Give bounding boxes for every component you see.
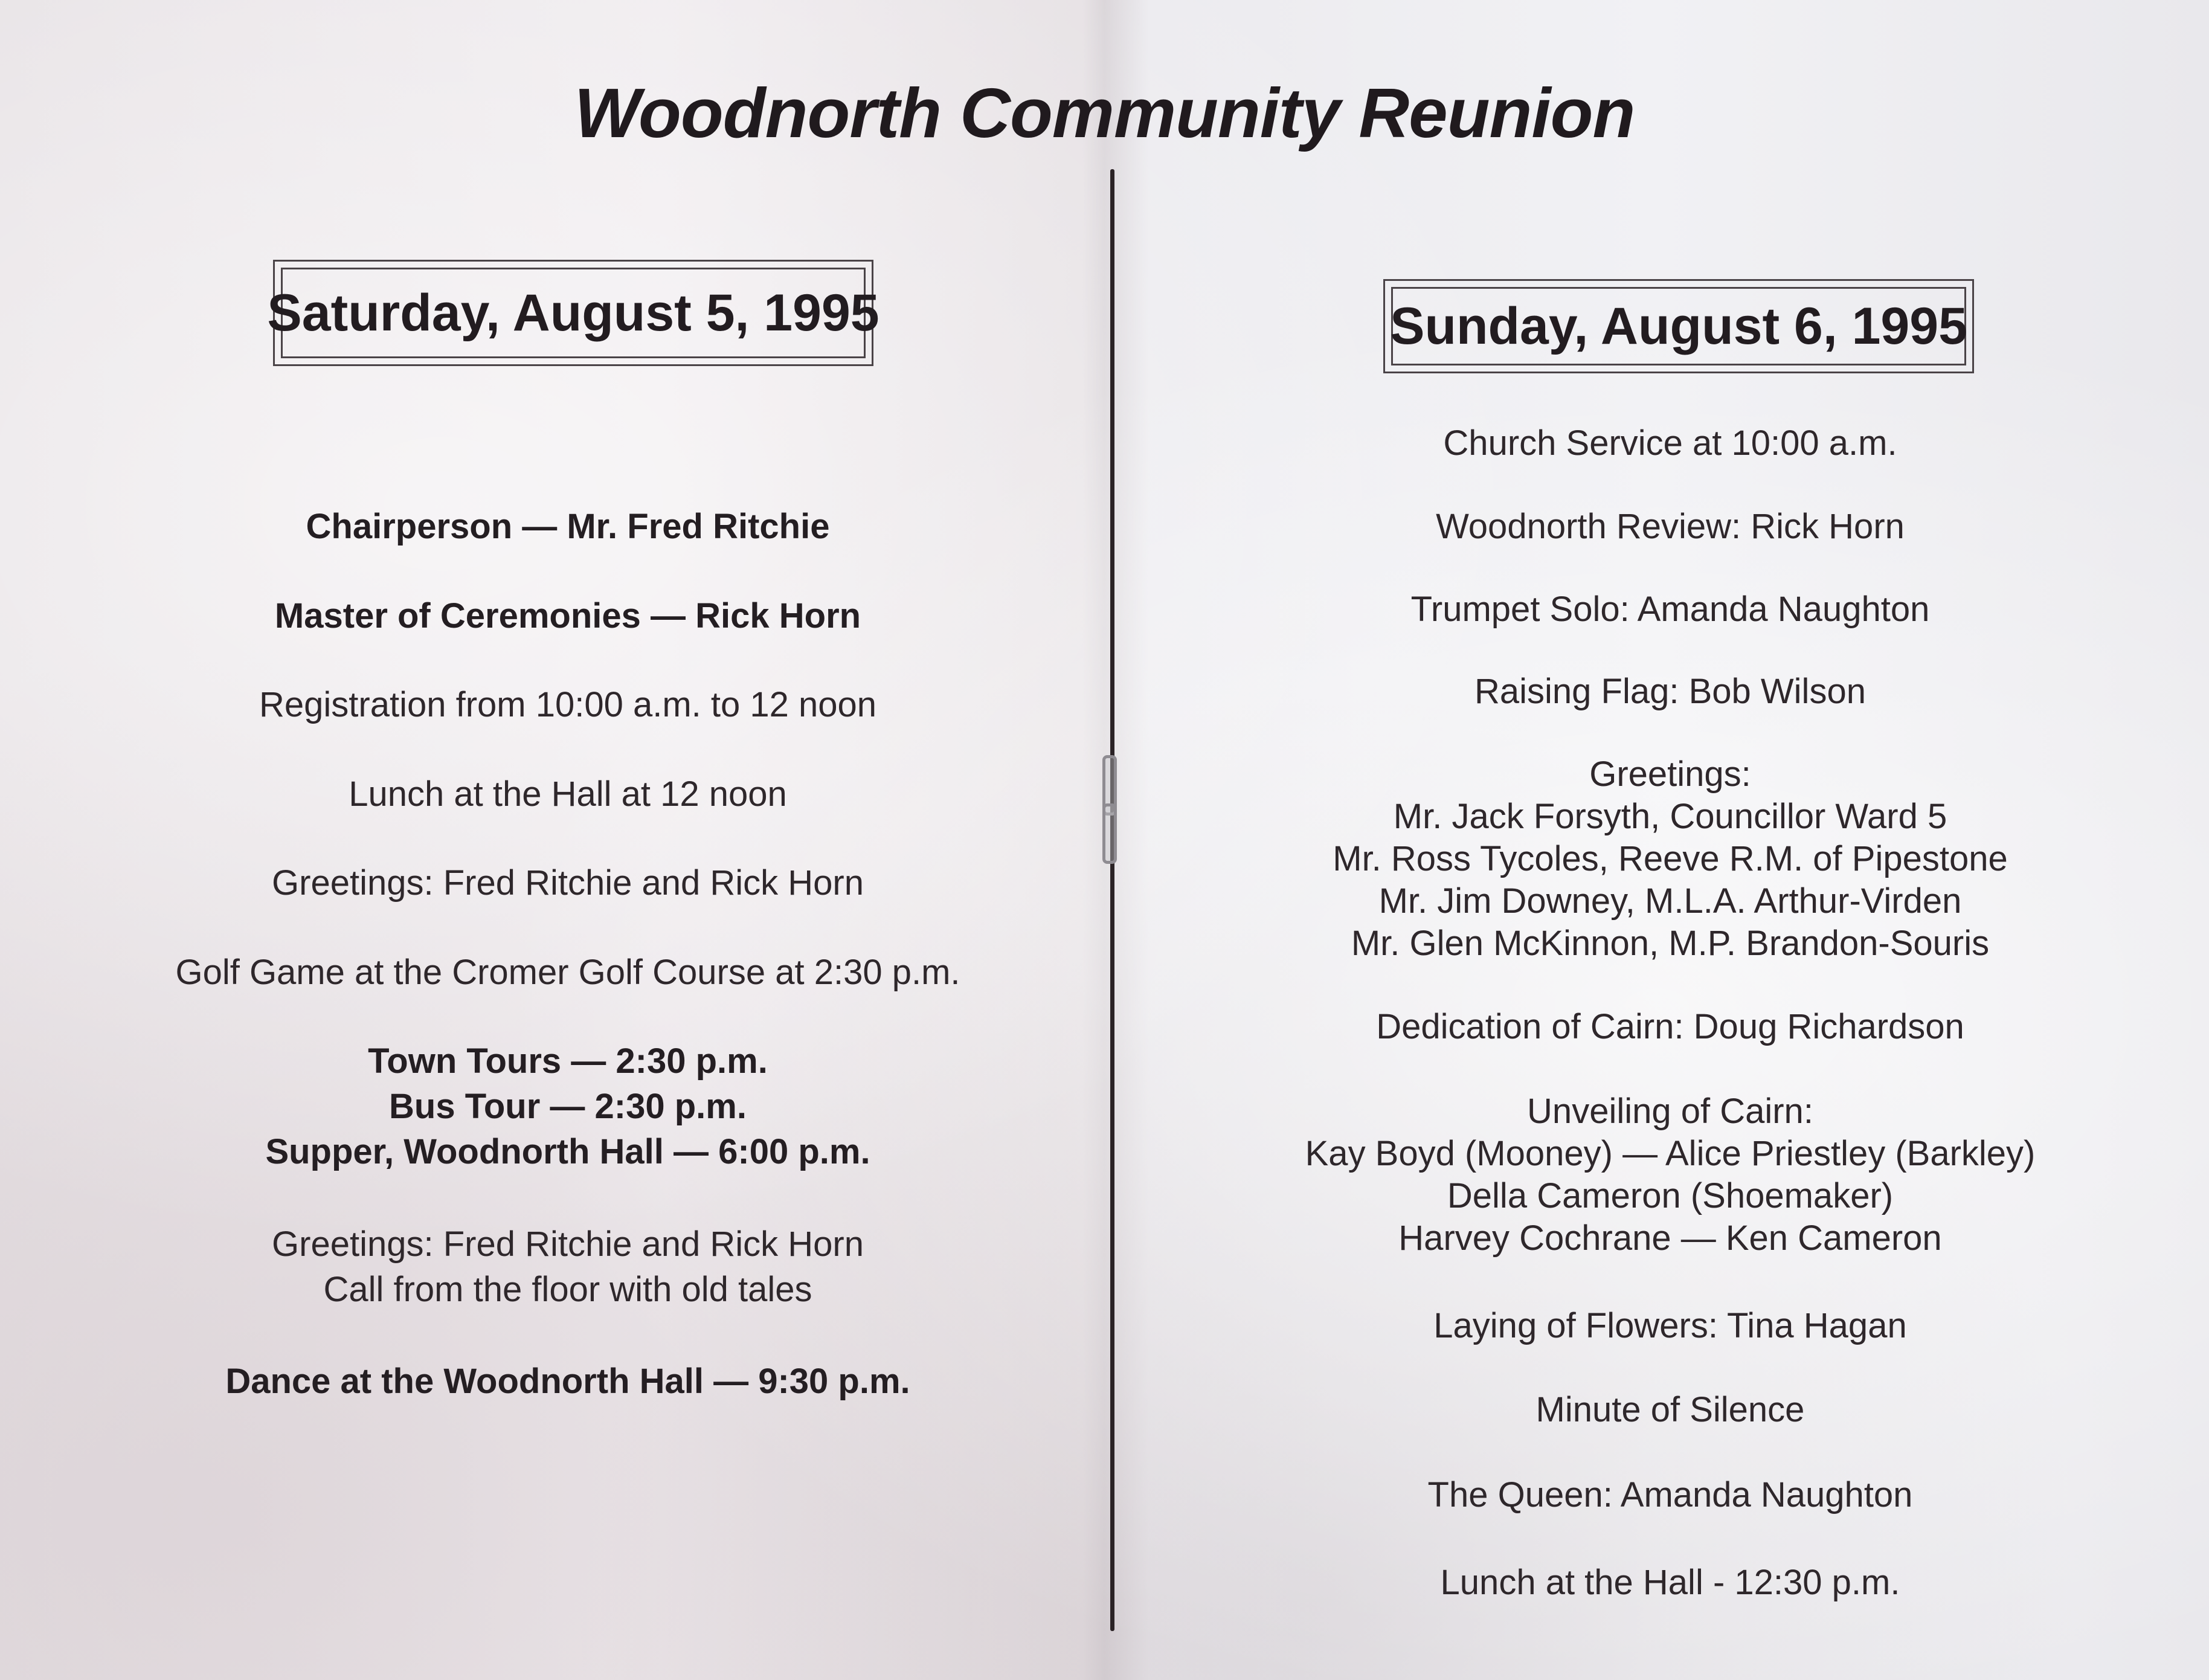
sunday-greetings-heading: Greetings:: [1589, 755, 1751, 794]
saturday-heading: Saturday, August 5, 1995: [281, 268, 866, 358]
saturday-golf-game: Golf Game at the Cromer Golf Course at 2:30 p.m.: [175, 953, 960, 992]
saturday-registration: Registration from 10:00 a.m. to 12 noon: [259, 685, 877, 724]
sunday-minute-of-silence: Minute of Silence: [1535, 1390, 1805, 1429]
page-title: Woodnorth Community Reunion: [574, 74, 1635, 152]
saturday-greetings: Greetings: Fred Ritchie and Rick Horn: [272, 863, 864, 903]
sunday-heading-box: [1383, 279, 1974, 373]
sunday-lunch: Lunch at the Hall - 12:30 p.m.: [1440, 1563, 1900, 1602]
saturday-evening-greetings: Greetings: Fred Ritchie and Rick Horn: [272, 1225, 864, 1264]
sunday-unveiling-heading: Unveiling of Cairn:: [1527, 1092, 1813, 1131]
sunday-raising-flag: Raising Flag: Bob Wilson: [1474, 672, 1866, 711]
sunday-unveiling-cochrane-cameron: Harvey Cochrane — Ken Cameron: [1398, 1218, 1942, 1258]
sunday-greeting-tycoles: Mr. Ross Tycoles, Reeve R.M. of Pipestone: [1333, 839, 2008, 878]
staple-bottom: [1102, 803, 1117, 864]
saturday-lunch: Lunch at the Hall at 12 noon: [349, 774, 787, 814]
saturday-supper: Supper, Woodnorth Hall — 6:00 p.m.: [265, 1132, 870, 1171]
sunday-trumpet-solo: Trumpet Solo: Amanda Naughton: [1410, 590, 1930, 629]
sunday-woodnorth-review: Woodnorth Review: Rick Horn: [1436, 507, 1905, 546]
saturday-heading-box: [267, 260, 879, 366]
sunday-the-queen: The Queen: Amanda Naughton: [1427, 1475, 1913, 1514]
saturday-old-tales: Call from the floor with old tales: [323, 1270, 812, 1309]
sunday-greeting-downey: Mr. Jim Downey, M.L.A. Arthur-Virden: [1378, 881, 1962, 921]
saturday-chairperson: Chairperson — Mr. Fred Ritchie: [306, 507, 830, 546]
sunday-heading: Sunday, August 6, 1995: [1391, 287, 1966, 365]
saturday-dance: Dance at the Woodnorth Hall — 9:30 p.m.: [225, 1362, 910, 1401]
sunday-unveiling-cameron: Della Cameron (Shoemaker): [1447, 1176, 1894, 1215]
saturday-master-of-ceremonies: Master of Ceremonies — Rick Horn: [274, 596, 861, 636]
saturday-bus-tour: Bus Tour — 2:30 p.m.: [389, 1087, 747, 1126]
sunday-laying-of-flowers: Laying of Flowers: Tina Hagan: [1433, 1306, 1907, 1345]
sunday-greeting-forsyth: Mr. Jack Forsyth, Councillor Ward 5: [1393, 797, 1947, 836]
sunday-greeting-mckinnon: Mr. Glen McKinnon, M.P. Brandon-Souris: [1351, 924, 1990, 963]
saturday-town-tours: Town Tours — 2:30 p.m.: [368, 1041, 768, 1081]
sunday-church-service: Church Service at 10:00 a.m.: [1443, 423, 1897, 463]
sunday-unveiling-boyd-priestley: Kay Boyd (Mooney) — Alice Priestley (Barkley): [1305, 1134, 2036, 1173]
center-fold-line: [1110, 169, 1114, 1631]
sunday-dedication-of-cairn: Dedication of Cairn: Doug Richardson: [1376, 1007, 1964, 1046]
